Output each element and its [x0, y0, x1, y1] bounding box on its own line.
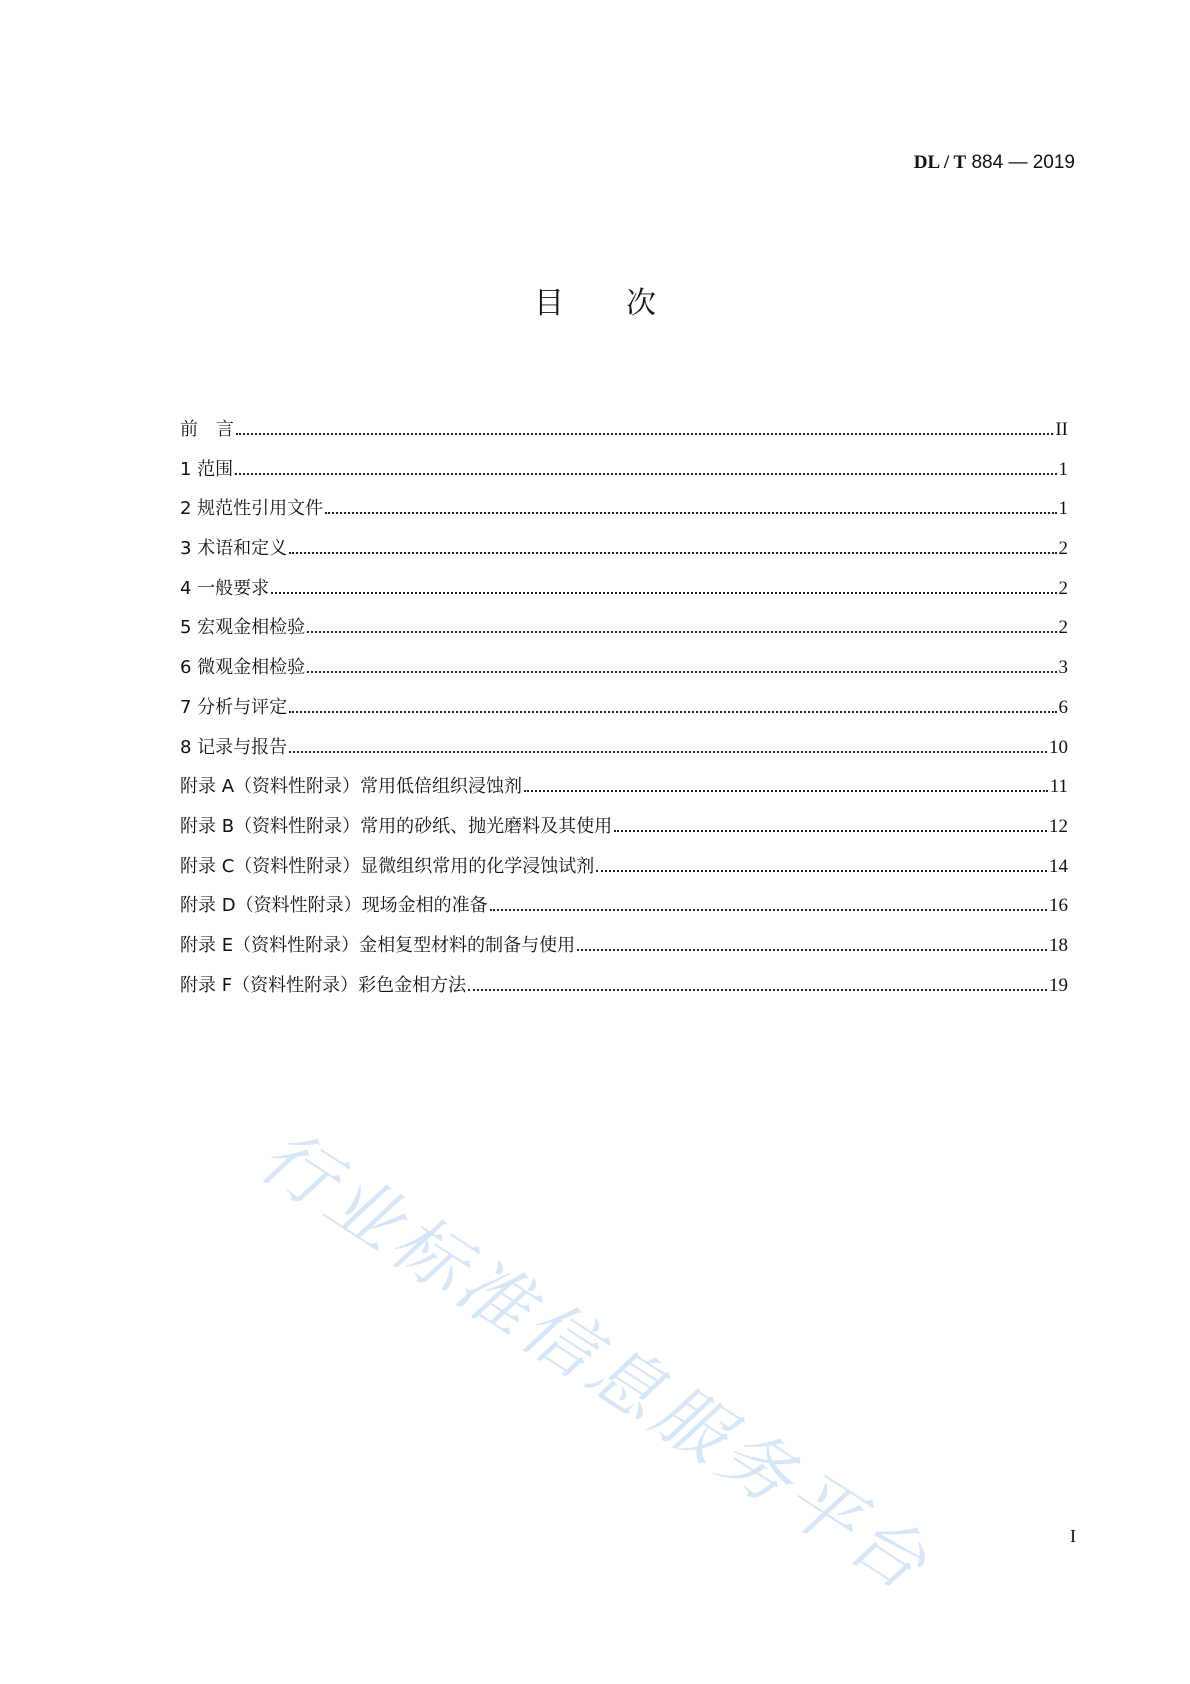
toc-leader-dots: [614, 829, 1047, 832]
toc-entry-page: 14: [1049, 855, 1068, 877]
toc-entry[interactable]: [180, 772, 1068, 812]
toc-entry-page: 6: [1058, 696, 1068, 718]
toc-entry-page: 18: [1049, 934, 1068, 956]
toc-entry-page: 1: [1058, 498, 1068, 520]
toc-entry-label: 附录 A（资料性附录）常用低倍组织浸蚀剂: [180, 776, 523, 798]
standard-code: [914, 151, 1075, 174]
toc-entry[interactable]: [180, 733, 1068, 773]
toc-entry-label: 附录 E（资料性附录）金相复型材料的制备与使用: [180, 934, 576, 956]
toc-entry[interactable]: [180, 455, 1068, 495]
toc-entry-page: 11: [1049, 776, 1068, 798]
toc-entry-label: 2 规范性引用文件: [180, 498, 324, 520]
toc-entry-label: 7 分析与评定: [180, 696, 288, 718]
toc-entry-label: 附录 D（资料性附录）现场金相的准备: [180, 895, 488, 917]
toc-entry[interactable]: [180, 971, 1068, 1011]
toc-leader-dots: [325, 511, 1056, 514]
page-title: 目次: [534, 286, 718, 321]
toc-leader-dots: [236, 432, 1053, 435]
toc-entry-page: 16: [1049, 895, 1068, 917]
toc-leader-dots: [468, 988, 1047, 991]
toc-leader-dots: [235, 472, 1056, 475]
page-number: I: [1070, 1526, 1076, 1546]
toc-entry-label: 3 术语和定义: [180, 538, 288, 560]
toc-entry-page: 3: [1058, 657, 1068, 679]
toc-leader-dots: [289, 551, 1056, 554]
toc-entry-page: 12: [1049, 815, 1068, 837]
standard-code-number: 884 — 2019: [966, 152, 1075, 173]
table-of-contents: [180, 415, 1068, 1010]
toc-entry-label: 1 范围: [180, 458, 234, 480]
toc-entry-page: 10: [1049, 736, 1068, 758]
toc-entry-label: 5 宏观金相检验: [180, 617, 306, 639]
toc-entry-page: II: [1055, 419, 1068, 440]
watermark: 行业标准信息服务平台: [245, 1113, 946, 1609]
toc-entry[interactable]: [180, 613, 1068, 653]
toc-entry-label: 前 言: [180, 419, 234, 440]
toc-entry[interactable]: [180, 931, 1068, 971]
toc-leader-dots: [289, 710, 1056, 713]
toc-leader-dots: [577, 948, 1047, 951]
toc-entry-label: 附录 C（资料性附录）显微组织常用的化学浸蚀试剂: [180, 855, 595, 877]
toc-entry-page: 2: [1058, 538, 1068, 560]
toc-entry-page: 19: [1049, 974, 1068, 996]
toc-leader-dots: [307, 670, 1056, 673]
toc-leader-dots: [524, 789, 1048, 792]
toc-entry[interactable]: [180, 812, 1068, 852]
toc-leader-dots: [490, 908, 1047, 911]
toc-leader-dots: [289, 750, 1047, 753]
standard-code-prefix: DL / T: [913, 152, 967, 173]
toc-entry-page: 1: [1058, 458, 1068, 480]
toc-entry[interactable]: [180, 852, 1068, 892]
toc-entry-label: 6 微观金相检验: [180, 657, 306, 679]
toc-entry[interactable]: [180, 574, 1068, 614]
toc-entry-page: 2: [1058, 617, 1068, 639]
toc-entry-label: 附录 B（资料性附录）常用的砂纸、抛光磨料及其使用: [180, 815, 613, 837]
toc-entry[interactable]: [180, 891, 1068, 931]
toc-entry-page: 2: [1058, 577, 1068, 599]
toc-leader-dots: [596, 869, 1047, 872]
toc-entry[interactable]: [180, 534, 1068, 574]
toc-entry[interactable]: [180, 494, 1068, 534]
toc-entry[interactable]: [180, 415, 1068, 455]
toc-entry-label: 8 记录与报告: [180, 736, 288, 758]
toc-leader-dots: [307, 630, 1056, 633]
toc-leader-dots: [271, 591, 1056, 594]
toc-entry[interactable]: [180, 653, 1068, 693]
toc-entry-label: 附录 F（资料性附录）彩色金相方法: [180, 974, 467, 996]
toc-entry-label: 4 一般要求: [180, 577, 270, 599]
toc-entry[interactable]: [180, 693, 1068, 733]
